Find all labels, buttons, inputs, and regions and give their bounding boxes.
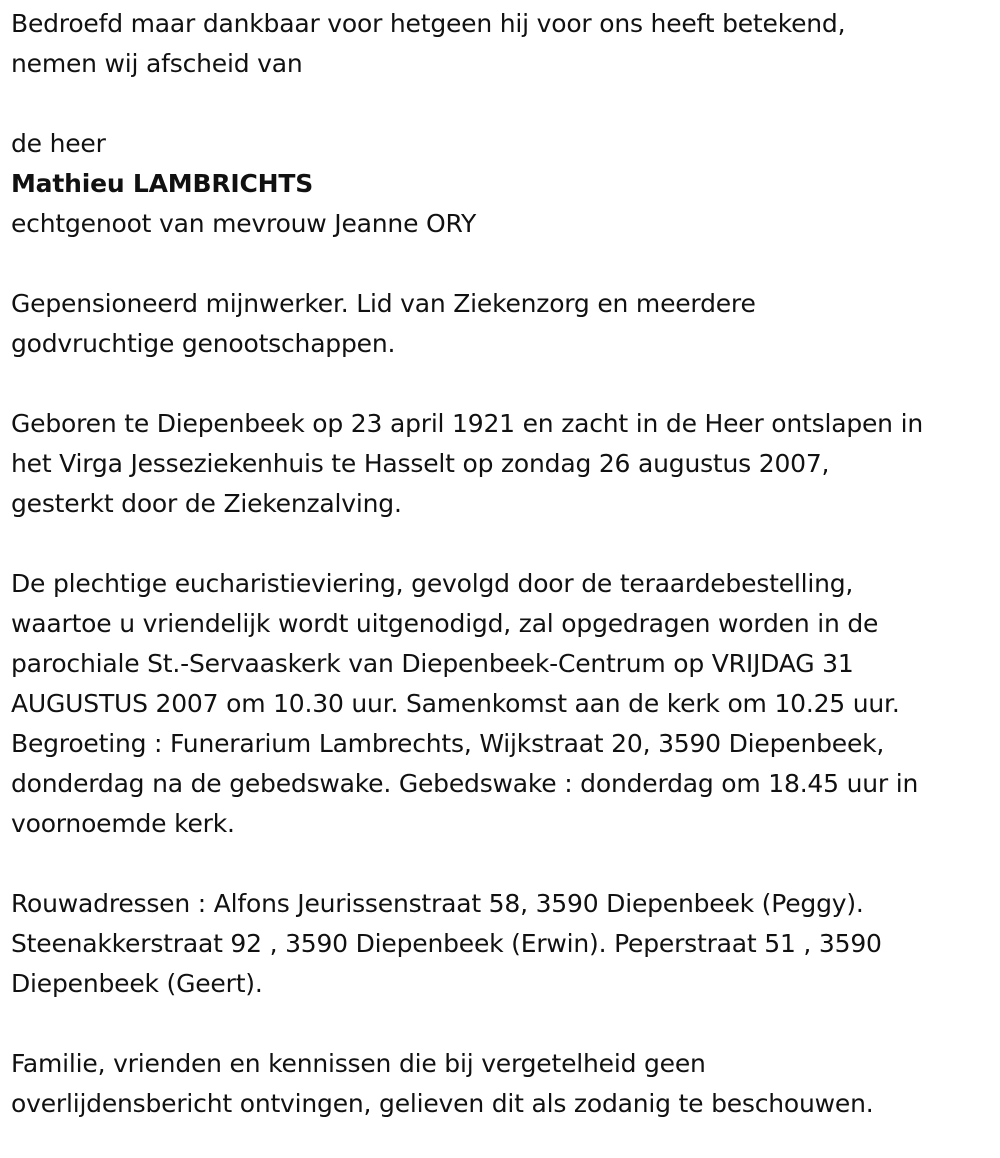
spacer: [11, 364, 990, 404]
service-line: waartoe u vriendelijk wordt uitgenodigd, zal opgedragen worden in de: [11, 609, 879, 638]
deceased-name: Mathieu LAMBRICHTS: [11, 169, 314, 198]
addresses-paragraph: [11, 884, 990, 1004]
closing-paragraph: [11, 1044, 990, 1124]
service-line: Begroeting : Funerarium Lambrechts, Wijkstraat 20, 3590 Diepenbeek,: [11, 729, 885, 758]
spacer: [11, 84, 990, 124]
birth-line: Geboren te Diepenbeek op 23 april 1921 en zacht in de Heer ontslapen in: [11, 409, 923, 438]
closing-line: Familie, vrienden en kennissen die bij vergetelheid geen: [11, 1049, 706, 1078]
intro-line: Bedroefd maar dankbaar voor hetgeen hij voor ons heeft betekend,: [11, 9, 846, 38]
closing-line: overlijdensbericht ontvingen, gelieven dit als zodanig te beschouwen.: [11, 1089, 874, 1118]
intro-line: nemen wij afscheid van: [11, 49, 303, 78]
birth-death-paragraph: [11, 404, 990, 524]
address-line: Rouwadressen : Alfons Jeurissenstraat 58, 3590 Diepenbeek (Peggy).: [11, 889, 864, 918]
service-line: parochiale St.-Servaaskerk van Diepenbeek-Centrum op VRIJDAG 31: [11, 649, 854, 678]
spacer: [11, 844, 990, 884]
spouse-line: echtgenoot van mevrouw Jeanne ORY: [11, 209, 477, 238]
address-line: Diepenbeek (Geert).: [11, 969, 263, 998]
bio-line: godvruchtige genootschappen.: [11, 329, 396, 358]
service-line: voornoemde kerk.: [11, 809, 235, 838]
birth-line: het Virga Jesseziekenhuis te Hasselt op zondag 26 augustus 2007,: [11, 449, 830, 478]
service-paragraph: [11, 564, 990, 844]
intro-paragraph: [11, 4, 990, 84]
service-line: De plechtige eucharistieviering, gevolgd door de teraardebestelling,: [11, 569, 854, 598]
salutation: de heer: [11, 129, 106, 158]
bio-line: Gepensioneerd mijnwerker. Lid van Ziekenzorg en meerdere: [11, 289, 756, 318]
service-line: donderdag na de gebedswake. Gebedswake : donderdag om 18.45 uur in: [11, 769, 919, 798]
birth-line: gesterkt door de Ziekenzalving.: [11, 489, 402, 518]
spacer: [11, 244, 990, 284]
spacer: [11, 1004, 990, 1044]
service-line: AUGUSTUS 2007 om 10.30 uur. Samenkomst aan de kerk om 10.25 uur.: [11, 689, 900, 718]
address-line: Steenakkerstraat 92 , 3590 Diepenbeek (Erwin). Peperstraat 51 , 3590: [11, 929, 882, 958]
spacer: [11, 524, 990, 564]
biography-paragraph: [11, 284, 990, 364]
